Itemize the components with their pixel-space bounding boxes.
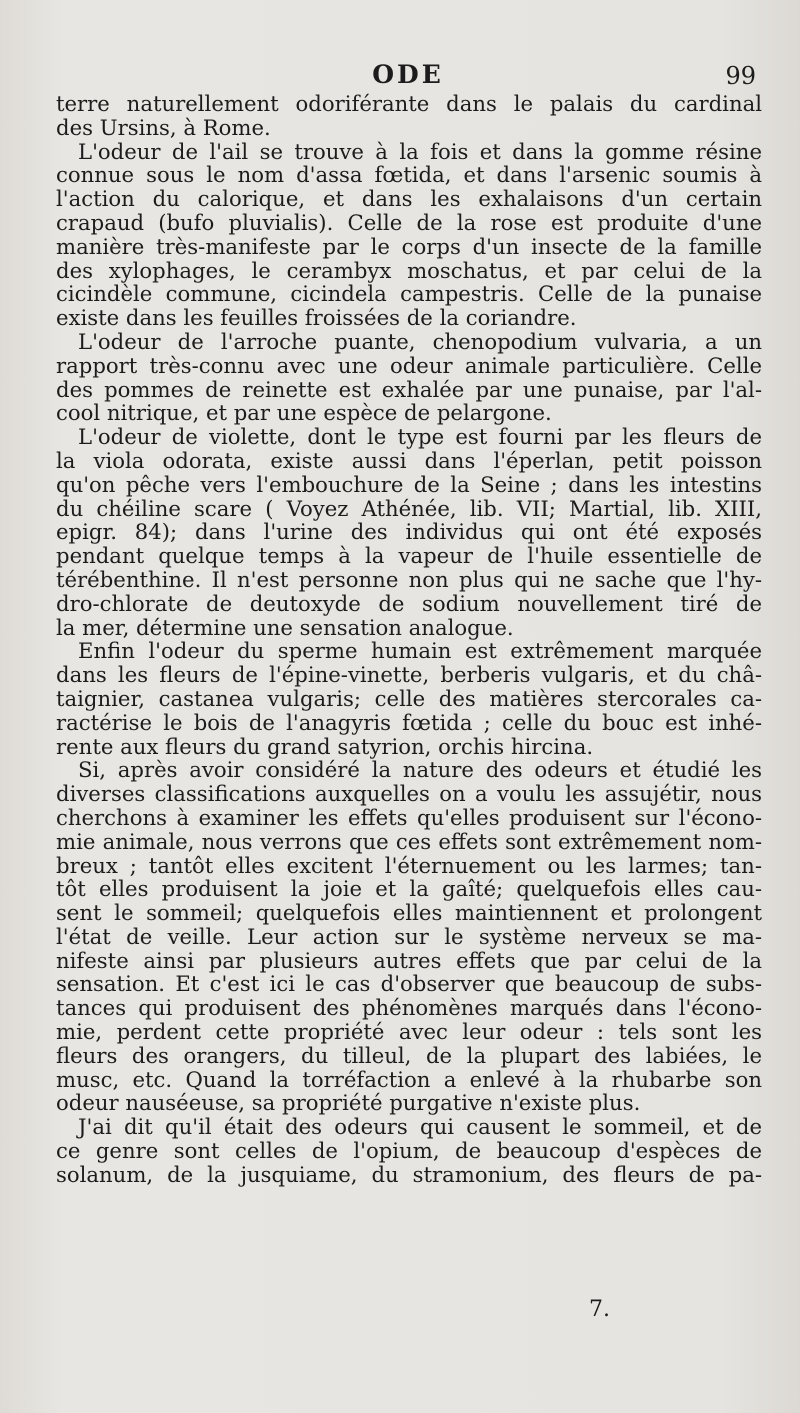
body-text [56,92,762,1187]
text-line: Enfin l'odeur du sperme humain est extrêmement marquée [78,638,762,664]
text-line: connue sous le nom d'assa fœtida, et dans l'arsenic soumis à [56,162,762,188]
text-line: l'état de veille. Leur action sur le système nerveux se ma- [56,923,762,949]
text-line: des Ursins, à Rome. [56,114,271,140]
text-line: nifeste ainsi par plusieurs autres effets que par celui de la [56,947,762,973]
text-line: qu'on pêche vers l'embouchure de la Seine ; dans les intestins [56,471,762,497]
text-line: L'odeur de violette, dont le type est fourni par les fleurs de [78,424,762,450]
text-line: sensation. Et c'est ici le cas d'observer que beaucoup de subs- [56,971,762,997]
text-line: crapaud (bufo pluvialis). Celle de la rose est produite d'une [56,209,762,235]
text-line: taignier, castanea vulgaris; celle des matières stercorales ca- [56,685,762,711]
text-line: musc, etc. Quand la torréfaction a enlevé à la rhubarbe son [56,1066,762,1092]
text-line: sent le sommeil; quelquefois elles maintiennent et prolongent [56,900,762,926]
text-line: la viola odorata, existe aussi dans l'éperlan, petit poisson [56,447,762,473]
text-line: existe dans les feuilles froissées de la coriandre. [56,305,577,331]
text-line: des pommes de reinette est exhalée par une punaise, par l'al- [56,376,762,402]
text-line: mie, perdent cette propriété avec leur odeur : tels sont les [56,1019,762,1045]
text-line: ce genre sont celles de l'opium, de beaucoup d'espèces de [56,1138,762,1164]
text-line: cicindèle commune, cicindela campestris. Celle de la punaise [56,281,762,307]
text-line: odeur nauséeuse, sa propriété purgative n'existe plus. [56,1090,641,1116]
text-line: diverses classifications auxquelles on a voulu les assujétir, nous [56,781,762,807]
text-line: pendant quelque temps à la vapeur de l'huile essentielle de [56,543,762,569]
text-line: mie animale, nous verrons que ces effets sont extrêmement nom- [56,828,762,854]
text-line: breux ; tantôt elles excitent l'éternuement ou les larmes; tan- [56,852,762,878]
text-line: L'odeur de l'ail se trouve à la fois et dans la gomme résine [78,138,762,164]
text-line: J'ai dit qu'il était des odeurs qui causent le sommeil, et de [78,1114,762,1140]
text-line: L'odeur de l'arroche puante, chenopodium vulvaria, a un [78,328,762,354]
text-line: terre naturellement odoriférante dans le palais du cardinal [56,91,762,116]
text-line: tôt elles produisent la joie et la gaîté; quelquefois elles cau- [56,876,762,902]
text-line: dans les fleurs de l'épine-vinette, berberis vulgaris, et du châ- [56,662,762,688]
running-title: ODE [372,60,444,89]
text-line: solanum, de la jusquiame, du stramonium, des fleurs de pa- [56,1161,762,1187]
text-line: manière très-manifeste par le corps d'un insecte de la famille [56,233,762,259]
text-line: fleurs des orangers, du tilleul, de la plupart des labiées, le [56,1042,762,1068]
text-line: epigr. 84); dans l'urine des individus qui ont été exposés [56,519,762,545]
text-line: Si, après avoir considéré la nature des odeurs et étudié les [78,757,762,783]
text-line: dro-chlorate de deutoxyde de sodium nouvellement tiré de [56,590,762,616]
text-line: cherchons à examiner les effets qu'elles produisent sur l'écono- [56,804,762,830]
text-line: térébenthine. Il n'est personne non plus qui ne sache que l'hy- [56,566,762,592]
text-line: rapport très-connu avec une odeur animale particulière. Celle [56,352,762,378]
text-line: ractérise le bois de l'anagyris fœtida ; celle du bouc est inhé- [56,709,762,735]
text-line: la mer, détermine une sensation analogue. [56,614,514,640]
running-head [56,58,760,94]
signature-mark: 7. [589,1297,610,1322]
text-line: rente aux fleurs du grand satyrion, orchis hircina. [56,733,594,759]
text-line: du chéiline scare ( Voyez Athénée, lib. VII; Martial, lib. XIII, [56,495,762,521]
page-number: 99 [725,62,756,90]
text-line: cool nitrique, et par une espèce de pelargone. [56,400,552,426]
text-line: tances qui produisent des phénomènes marqués dans l'écono- [56,995,762,1021]
text-line: l'action du calorique, et dans les exhalaisons d'un certain [56,186,762,212]
text-line: des xylophages, le cerambyx moschatus, et par celui de la [56,257,762,283]
